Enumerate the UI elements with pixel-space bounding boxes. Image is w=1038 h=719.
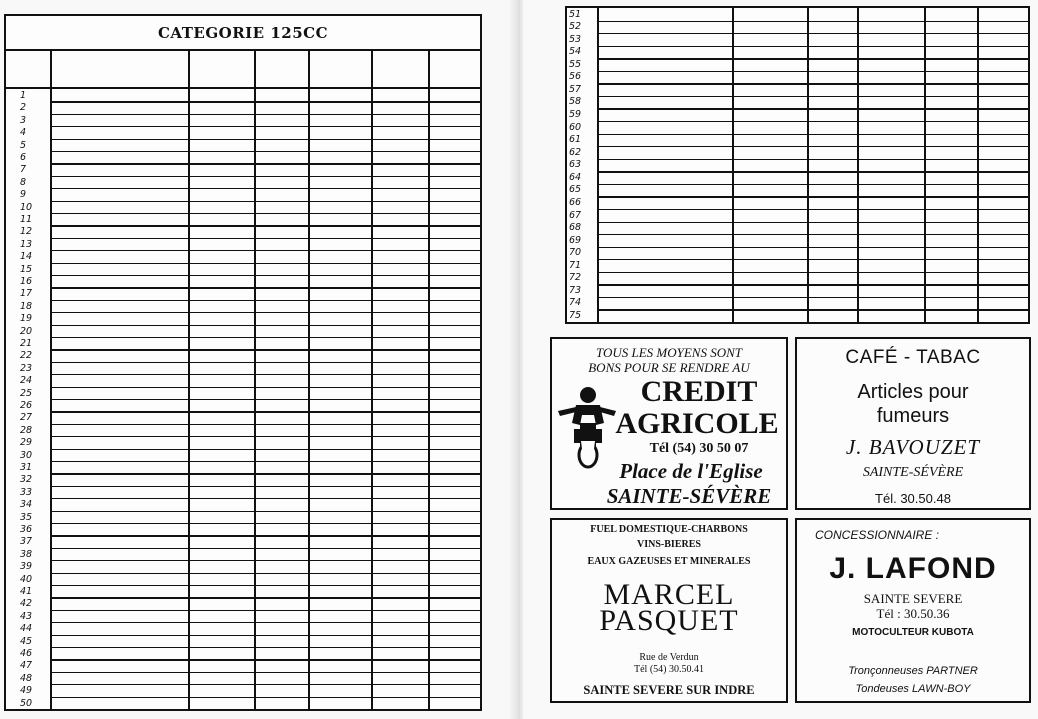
row-number: 38 [20,548,33,560]
row-number: 6 [20,151,27,163]
credit-address: Place de l'Eglise [619,459,763,483]
row-number: 45 [20,635,33,647]
row-number: 20 [20,325,33,337]
row-divider [50,635,480,636]
row-number: 58 [569,96,582,108]
row-divider [597,146,1028,147]
row-number: 51 [569,8,582,20]
tabac-phone: Tél. 30.50.48 [875,491,951,506]
lafond-town: SAINTE SEVERE [863,591,963,606]
row-divider [50,461,480,462]
row-number: 27 [20,412,33,424]
ad-credit-agricole [550,337,788,510]
row-divider [50,275,480,276]
row-number: 1 [20,89,27,101]
row-divider [50,312,480,313]
row-number: 46 [20,647,33,659]
row-divider [597,21,1028,22]
row-divider [50,622,480,623]
row-number: 66 [569,196,582,208]
row-number: 68 [569,222,582,234]
tabac-town: SAINTE-SÉVÈRE [862,465,964,480]
row-number: 54 [569,46,582,58]
row-divider [50,349,480,350]
lafond-phone: Tél : 30.50.36 [876,606,950,621]
row-divider [597,58,1028,59]
row-divider [50,672,480,673]
row-divider [50,486,480,487]
row-number: 70 [569,247,582,259]
row-divider [597,96,1028,97]
tabac-line1: Articles pour [857,381,969,403]
row-number: 16 [20,275,33,287]
row-number: 8 [20,176,27,188]
row-number: 50 [20,697,33,709]
row-number: 32 [20,474,33,486]
row-divider [50,163,480,164]
lafond-product-lawnboy: Tondeuses LAWN-BOY [855,683,971,695]
row-number: 65 [569,184,582,196]
lafond-name: J. LAFOND [829,552,997,585]
row-number: 12 [20,226,33,238]
row-number: 42 [20,598,33,610]
results-table-125cc [4,14,482,711]
row-divider [597,234,1028,235]
row-divider [597,134,1028,135]
row-divider [50,449,480,450]
row-number: 60 [569,121,582,133]
category-title: CATEGORIE 125CC [6,16,480,51]
row-number: 24 [20,375,33,387]
row-divider [50,424,480,425]
row-number: 11 [20,213,33,225]
row-divider [597,209,1028,210]
row-divider [50,287,480,288]
row-number: 9 [20,189,27,201]
row-divider [597,83,1028,84]
column-divider [807,8,809,322]
row-number: 56 [569,71,582,83]
row-divider [597,259,1028,260]
row-number: 43 [20,610,33,622]
row-divider [50,659,480,660]
row-divider [50,238,480,239]
row-number: 47 [20,660,33,672]
row-divider [597,272,1028,273]
row-number: 72 [569,272,582,284]
row-divider [597,121,1028,122]
row-number: 74 [569,297,582,309]
credit-name-line1: CREDIT [640,375,758,408]
row-number: 5 [20,139,27,151]
row-number: 28 [20,424,33,436]
lafond-header: CONCESSIONNAIRE : [815,528,940,542]
header-row-divider [6,87,480,89]
column-divider [977,8,979,322]
pasquet-name-line2: PASQUET [599,604,739,637]
lafond-product-kubota: MOTOCULTEUR KUBOTA [852,627,974,638]
column-divider [732,8,734,322]
row-divider [50,101,480,102]
pasquet-line3: EAUX GAZEUSES ET MINERALES [587,556,751,567]
row-number: 69 [569,234,582,246]
row-divider [597,33,1028,34]
pasquet-address: Rue de Verdun [639,652,699,663]
ad-marcel-pasquet [550,518,788,703]
row-number: 21 [20,337,33,349]
row-divider [50,647,480,648]
row-divider [597,284,1028,285]
row-divider [50,387,480,388]
row-number: 44 [20,623,33,635]
row-number: 4 [20,127,27,139]
row-number: 31 [20,461,33,473]
row-number: 55 [569,58,582,70]
row-divider [597,247,1028,248]
row-number: 30 [20,449,33,461]
row-divider [50,411,480,412]
tabac-line2: fumeurs [876,405,950,427]
row-number: 37 [20,536,33,548]
row-divider [597,171,1028,172]
tabac-owner: J. BAVOUZET [845,435,981,459]
row-divider [50,548,480,549]
row-divider [50,263,480,264]
lafond-product-partner: Tronçonneuses PARTNER [848,665,978,677]
row-number: 40 [20,573,33,585]
pasquet-line2: VINS-BIERES [637,539,701,550]
row-number: 17 [20,288,33,300]
row-divider [50,560,480,561]
row-divider [597,108,1028,109]
row-number: 36 [20,523,33,535]
row-number: 41 [20,585,33,597]
row-number: 26 [20,399,33,411]
row-number: 13 [20,238,33,250]
row-number: 48 [20,672,33,684]
ad-lafond [795,518,1031,703]
row-divider [50,523,480,524]
row-number: 23 [20,362,33,374]
credit-name-line2: AGRICOLE [615,407,779,440]
row-number: 71 [569,259,582,271]
row-divider [50,498,480,499]
row-divider [50,213,480,214]
row-divider [50,511,480,512]
tabac-title: CAFÉ - TABAC [845,347,981,368]
row-divider [597,184,1028,185]
row-number: 62 [569,146,582,158]
column-divider [857,8,859,322]
row-divider [50,535,480,536]
row-divider [50,597,480,598]
row-divider [50,126,480,127]
row-number: 63 [569,159,582,171]
row-divider [50,325,480,326]
row-number: 59 [569,109,582,121]
credit-slogan-line1: TOUS LES MOYENS SONT [595,345,743,360]
row-divider [50,697,480,698]
pasquet-phone: Tél (54) 30.50.41 [634,664,704,675]
row-divider [597,159,1028,160]
row-divider [50,201,480,202]
row-number: 61 [569,134,582,146]
row-divider [50,139,480,140]
row-divider [597,309,1028,310]
ad-cafe-tabac [795,337,1031,510]
row-divider [50,585,480,586]
row-number: 22 [20,350,33,362]
row-number: 25 [20,387,33,399]
row-divider [50,114,480,115]
row-divider [50,225,480,226]
row-number: 49 [20,685,33,697]
row-divider [50,250,480,251]
pasquet-line1: FUEL DOMESTIQUE-CHARBONS [590,524,748,535]
row-number: 14 [20,251,33,263]
row-divider [50,684,480,685]
credit-phone: Tél (54) 30 50 07 [649,441,749,456]
row-divider [50,473,480,474]
row-divider [50,436,480,437]
row-divider [597,297,1028,298]
row-number: 53 [569,33,582,45]
credit-slogan-line2: BONS POUR SE RENDRE AU [588,360,750,375]
row-divider [50,300,480,301]
row-divider [50,610,480,611]
column-divider [924,8,926,322]
column-divider [597,8,599,322]
row-number: 39 [20,561,33,573]
results-table-continued [565,6,1030,324]
row-number: 19 [20,313,33,325]
credit-slogan [552,345,786,375]
row-divider [50,151,480,152]
row-number: 33 [20,486,33,498]
row-number: 18 [20,300,33,312]
row-divider [50,362,480,363]
row-number: 64 [569,171,582,183]
row-number: 52 [569,21,582,33]
row-divider [597,71,1028,72]
row-number: 75 [569,310,582,321]
row-number: 35 [20,511,33,523]
pasquet-town: SAINTE SEVERE SUR INDRE [583,683,755,697]
row-number: 67 [569,209,582,221]
row-number: 10 [20,201,33,213]
row-divider [50,399,480,400]
row-number: 34 [20,499,33,511]
row-divider [50,374,480,375]
row-number: 73 [569,284,582,296]
row-divider [597,196,1028,197]
row-number: 15 [20,263,33,275]
row-divider [50,573,480,574]
row-divider [597,46,1028,47]
row-divider [597,222,1028,223]
row-number: 57 [569,83,582,95]
row-divider [50,176,480,177]
row-number: 2 [20,102,27,114]
row-divider [50,337,480,338]
row-divider [50,188,480,189]
credit-town: SAINTE-SÉVÈRE [606,484,772,508]
row-number: 3 [20,114,27,126]
row-number: 29 [20,437,33,449]
row-number: 7 [20,164,27,176]
pasquet-name-line1: MARCEL [603,578,735,611]
